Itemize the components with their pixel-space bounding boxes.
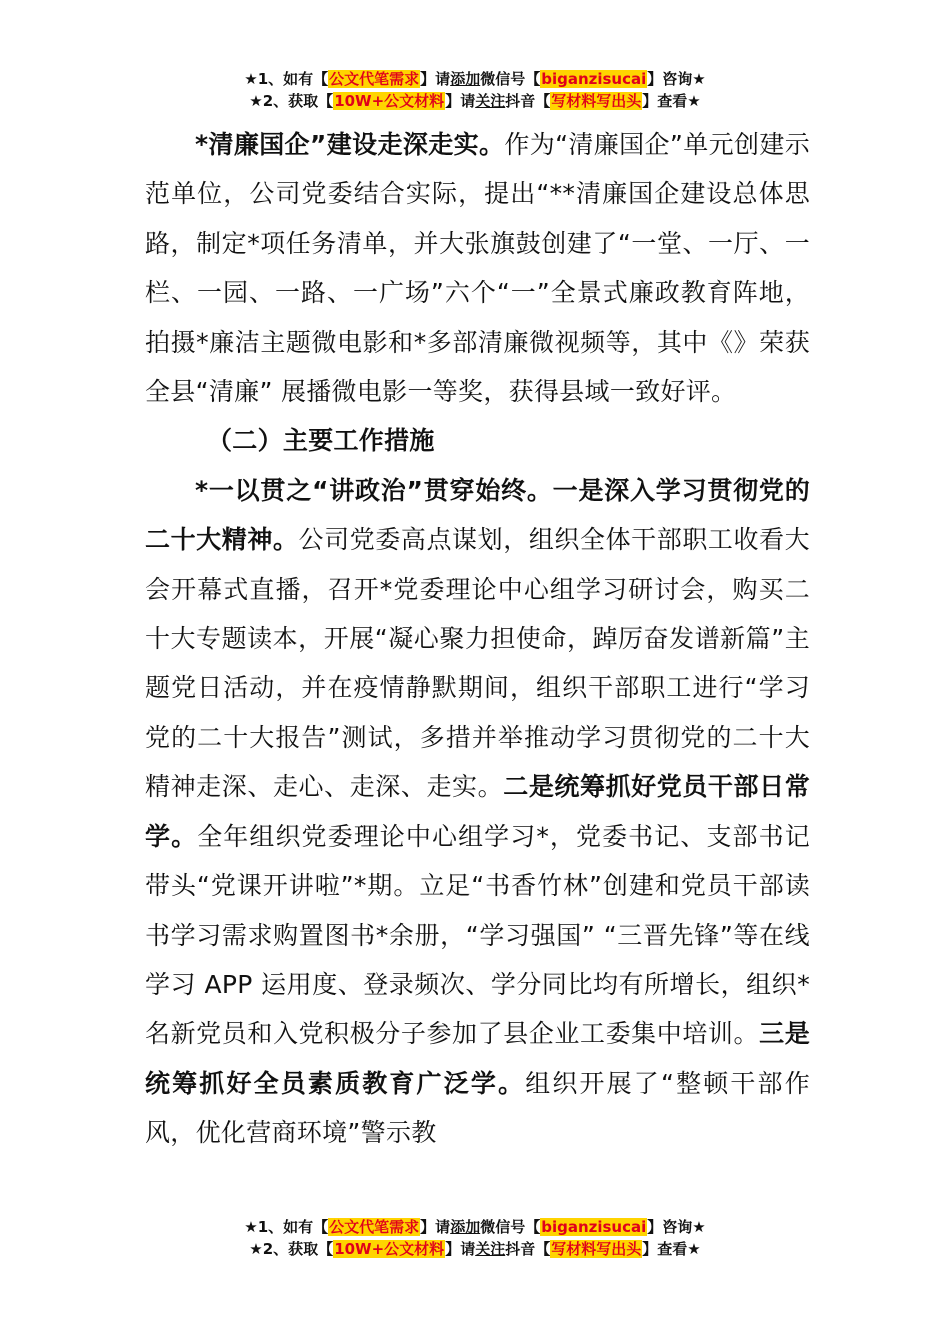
banner-line-2: ★2、获取【10W+公文材料】请关注抖音【写材料写出头】查看★ — [249, 1240, 701, 1258]
banner-highlight: 10W+公文材料 — [334, 1240, 445, 1258]
banner-highlight: 写材料写出头 — [551, 1240, 642, 1258]
paragraph: *一以贯之“讲政治”贯穿始终。一是深入学习贯彻党的二十大精神。公司党委高点谋划，组织全体干部职工收看大会开幕式直播，召开*党委理论中心组学习研讨会，购买二十大专题读本，开展“凝心聚力担使命，踔厉奋发谱新篇”主题党日活动，并在疫情静默期间，组织干部职工进行“学习党的二十大报告”测试，多措并举推动学习贯彻党的二十大精神走深、走心、走深、走实。二是统筹抓好党员干部日常学。全年组织党委理论中心组学习*，党委书记、支部书记带头“党课开讲啦”*期。立足“书香竹林”创建和党员干部读书学习需求购置图书*余册，“学习强国” “三晋先锋”等在线学习 APP 运用度、登录频次、学分同比均有所增长，组织*名新党员和入党积极分子参加了县企业工委集中培训。三是统筹抓好全员素质教育广泛学。组织开展了“整顿干部作风，优化营商环境”警示教 — [145, 475, 811, 1148]
section-heading: （二）主要工作措施 — [207, 426, 435, 456]
banner-highlight: 公文代笔需求 — [329, 1218, 420, 1236]
banner-highlight: 10W+公文材料 — [334, 92, 445, 110]
banner-highlight: 公文代笔需求 — [329, 70, 420, 88]
banner-highlight: 写材料写出头 — [551, 92, 642, 110]
banner-line-1: ★1、如有【公文代笔需求】请添加微信号【biganzisucai】咨询★ — [244, 70, 706, 88]
bottom-banner — [0, 1216, 950, 1260]
document-body — [145, 120, 810, 1158]
banner-line-2: ★2、获取【10W+公文材料】请关注抖音【写材料写出头】查看★ — [249, 92, 701, 110]
top-banner — [0, 68, 950, 112]
bold-lead: 二是统筹抓好党员干部日常学。 — [145, 772, 810, 851]
bold-lead: *清廉国企”建设走深走实。 — [195, 130, 505, 159]
banner-highlight: biganzisucai — [541, 70, 647, 88]
bold-lead: *一以贯之“讲政治”贯穿始终。一是深入学习贯彻党的二十大精神。 — [145, 475, 810, 555]
banner-line-1: ★1、如有【公文代笔需求】请添加微信号【biganzisucai】咨询★ — [244, 1218, 706, 1236]
banner-highlight: biganzisucai — [541, 1218, 647, 1236]
bold-lead: 三是统筹抓好全员素质教育广泛学。 — [145, 1019, 810, 1098]
paragraph: *清廉国企”建设走深走实。作为“清廉国企”单元创建示范单位，公司党委结合实际，提出“**清廉国企建设总体思路，制定*项任务清单，并大张旗鼓创建了“一堂、一厅、一栏、一园、一路、一广场”六个“一”全景式廉政教育阵地，拍摄*廉洁主题微电影和*多部清廉微视频等，其中《》荣获全县“清廉” 展播微电影一等奖，获得县域一致好评。 — [145, 130, 811, 407]
